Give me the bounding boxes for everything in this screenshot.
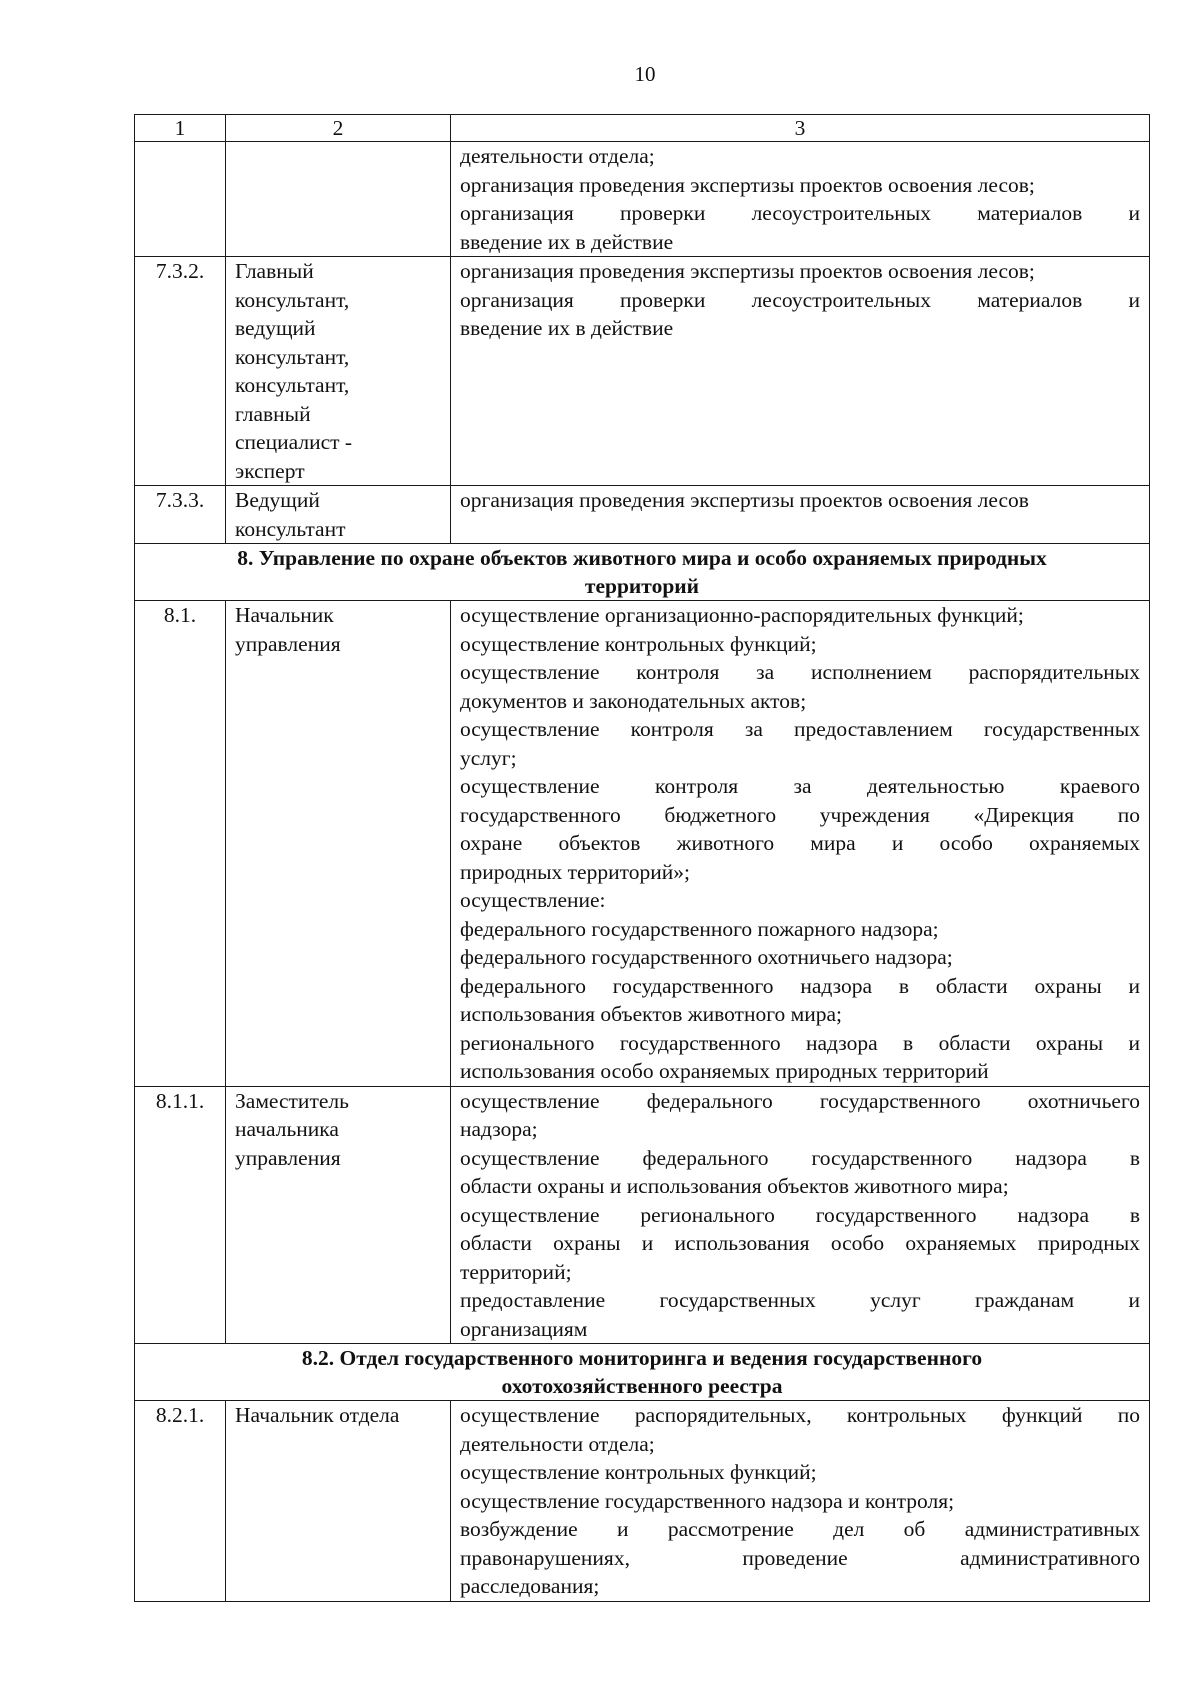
position-line: консультант,: [235, 287, 350, 312]
position-line: эксперт: [235, 458, 305, 483]
table-row: [135, 1086, 1150, 1344]
duty-line: организация проверки лесоустроительных материалов и: [460, 287, 1140, 312]
duties-cell: [451, 142, 1150, 257]
duty-line: организациям: [460, 1316, 588, 1341]
position-cell: [226, 142, 451, 257]
duties-cell: [451, 1086, 1150, 1344]
duty-line: правонарушениях, проведение административного: [460, 1545, 1140, 1570]
duty-line: области охраны и использования объектов животного мира;: [460, 1174, 1009, 1198]
duty-line: использования особо охраняемых природных территорий: [460, 1059, 989, 1083]
duty-line: осуществление:: [460, 888, 606, 912]
duty-line: введение их в действие: [460, 316, 674, 340]
duty-line: регионального государственного надзора в области охраны и: [460, 1030, 1140, 1055]
duty-line: деятельности отдела;: [460, 144, 655, 168]
duties-table-body: [135, 115, 1150, 1602]
item-number: 8.2.1.: [135, 1401, 226, 1602]
section-heading-row: [135, 1344, 1150, 1401]
position-cell: [226, 1401, 451, 1602]
header-cell-2: 2: [226, 115, 451, 142]
duty-line: осуществление контрольных функций;: [460, 1460, 817, 1484]
duty-line: возбуждение и рассмотрение дел об административных: [460, 1517, 1140, 1541]
duty-line: надзора;: [460, 1117, 538, 1141]
section-heading-line: территорий: [584, 574, 700, 598]
duty-line: предоставление государственных услуг гражданам и: [460, 1288, 1140, 1312]
header-row: [135, 115, 1150, 142]
position-line: Начальник: [235, 603, 334, 627]
duties-cell: [451, 1401, 1150, 1602]
duty-line: территорий;: [460, 1259, 572, 1284]
position-cell: [226, 257, 451, 486]
position-cell: [226, 486, 451, 544]
position-cell: [226, 601, 451, 1087]
duty-line: осуществление контрольных функций;: [460, 631, 817, 656]
duty-line: охране объектов животного мира и особо охраняемых: [460, 831, 1140, 855]
duty-line: организация проведения экспертизы проектов освоения лесов;: [460, 172, 1035, 197]
duty-line: осуществление контроля за предоставлением государственных: [460, 717, 1140, 741]
position-line: главный: [235, 401, 311, 426]
table-row: [135, 142, 1150, 257]
position-line: консультант: [235, 516, 346, 541]
duty-line: документов и законодательных актов;: [460, 688, 807, 713]
header-cell-1: 1: [135, 115, 226, 142]
duty-line: осуществление контроля за исполнением распорядительных: [460, 660, 1140, 684]
table-row: [135, 1401, 1150, 1602]
duty-line: области охраны и использования особо охраняемых природных: [460, 1231, 1140, 1255]
page-number: 10: [634, 62, 656, 86]
item-number: 8.1.1.: [135, 1086, 226, 1344]
duty-line: федерального государственного пожарного надзора;: [460, 916, 939, 941]
table-row: [135, 257, 1150, 486]
item-number: 7.3.2.: [135, 257, 226, 486]
duty-line: осуществление федерального государственного охотничьего: [460, 1088, 1140, 1113]
position-line: управления: [235, 1145, 341, 1170]
table-row: [135, 486, 1150, 544]
section-heading-line: 8.2. Отдел государственного мониторинга и ведения государственного: [301, 1346, 983, 1370]
duty-line: организация проведения экспертизы проектов освоения лесов: [460, 488, 1029, 512]
position-line: Главный: [235, 259, 314, 283]
duty-line: государственного бюджетного учреждения «Дирекция по: [460, 802, 1140, 827]
duty-line: расследования;: [460, 1574, 600, 1598]
position-line: консультант,: [235, 344, 350, 369]
duty-line: введение их в действие: [460, 229, 674, 254]
duty-line: осуществление контроля за деятельностью краевого: [460, 774, 1140, 798]
duty-line: услуг;: [460, 745, 517, 770]
duty-line: организация проведения экспертизы проектов освоения лесов;: [460, 259, 1035, 283]
duty-line: федерального государственного охотничьего надзора;: [460, 945, 953, 969]
duties-cell: [451, 486, 1150, 544]
section-heading-line: охотохозяйственного реестра: [501, 1374, 783, 1398]
duty-line: федерального государственного надзора в области охраны и: [460, 973, 1140, 998]
section-heading: [135, 544, 1150, 601]
duty-line: деятельности отдела;: [460, 1431, 655, 1456]
position-line: начальника: [235, 1117, 339, 1141]
position-line: консультант,: [235, 373, 350, 397]
duty-line: использования объектов животного мира;: [460, 1002, 842, 1026]
position-line: специалист -: [235, 430, 353, 454]
duty-line: осуществление распорядительных, контрольных функций по: [460, 1403, 1140, 1427]
position-cell: [226, 1086, 451, 1344]
duties-table: [134, 114, 1150, 1602]
item-number: [135, 142, 226, 257]
duty-line: организация проверки лесоустроительных материалов и: [460, 201, 1140, 225]
duties-cell: [451, 257, 1150, 486]
duty-line: природных территорий»;: [460, 859, 690, 884]
section-heading: [135, 1344, 1150, 1401]
position-line: Заместитель: [235, 1088, 349, 1113]
section-heading-line: 8. Управление по охране объектов животного мира и особо охраняемых природных: [237, 546, 1047, 570]
duties-cell: [451, 601, 1150, 1087]
position-line: Ведущий: [235, 488, 320, 512]
duty-line: осуществление регионального государственного надзора в: [460, 1202, 1140, 1227]
position-line: управления: [235, 631, 341, 656]
item-number: 8.1.: [135, 601, 226, 1087]
table-row: [135, 601, 1150, 1087]
duty-line: осуществление организационно-распорядительных функций;: [460, 603, 1024, 627]
duty-line: осуществление федерального государственного надзора в: [460, 1145, 1140, 1170]
position-line: ведущий: [235, 316, 316, 340]
header-cell-3: 3: [451, 115, 1150, 142]
item-number: 7.3.3.: [135, 486, 226, 544]
section-heading-row: [135, 544, 1150, 601]
duty-line: осуществление государственного надзора и контроля;: [460, 1488, 955, 1513]
position-line: Начальник отдела: [235, 1403, 400, 1427]
